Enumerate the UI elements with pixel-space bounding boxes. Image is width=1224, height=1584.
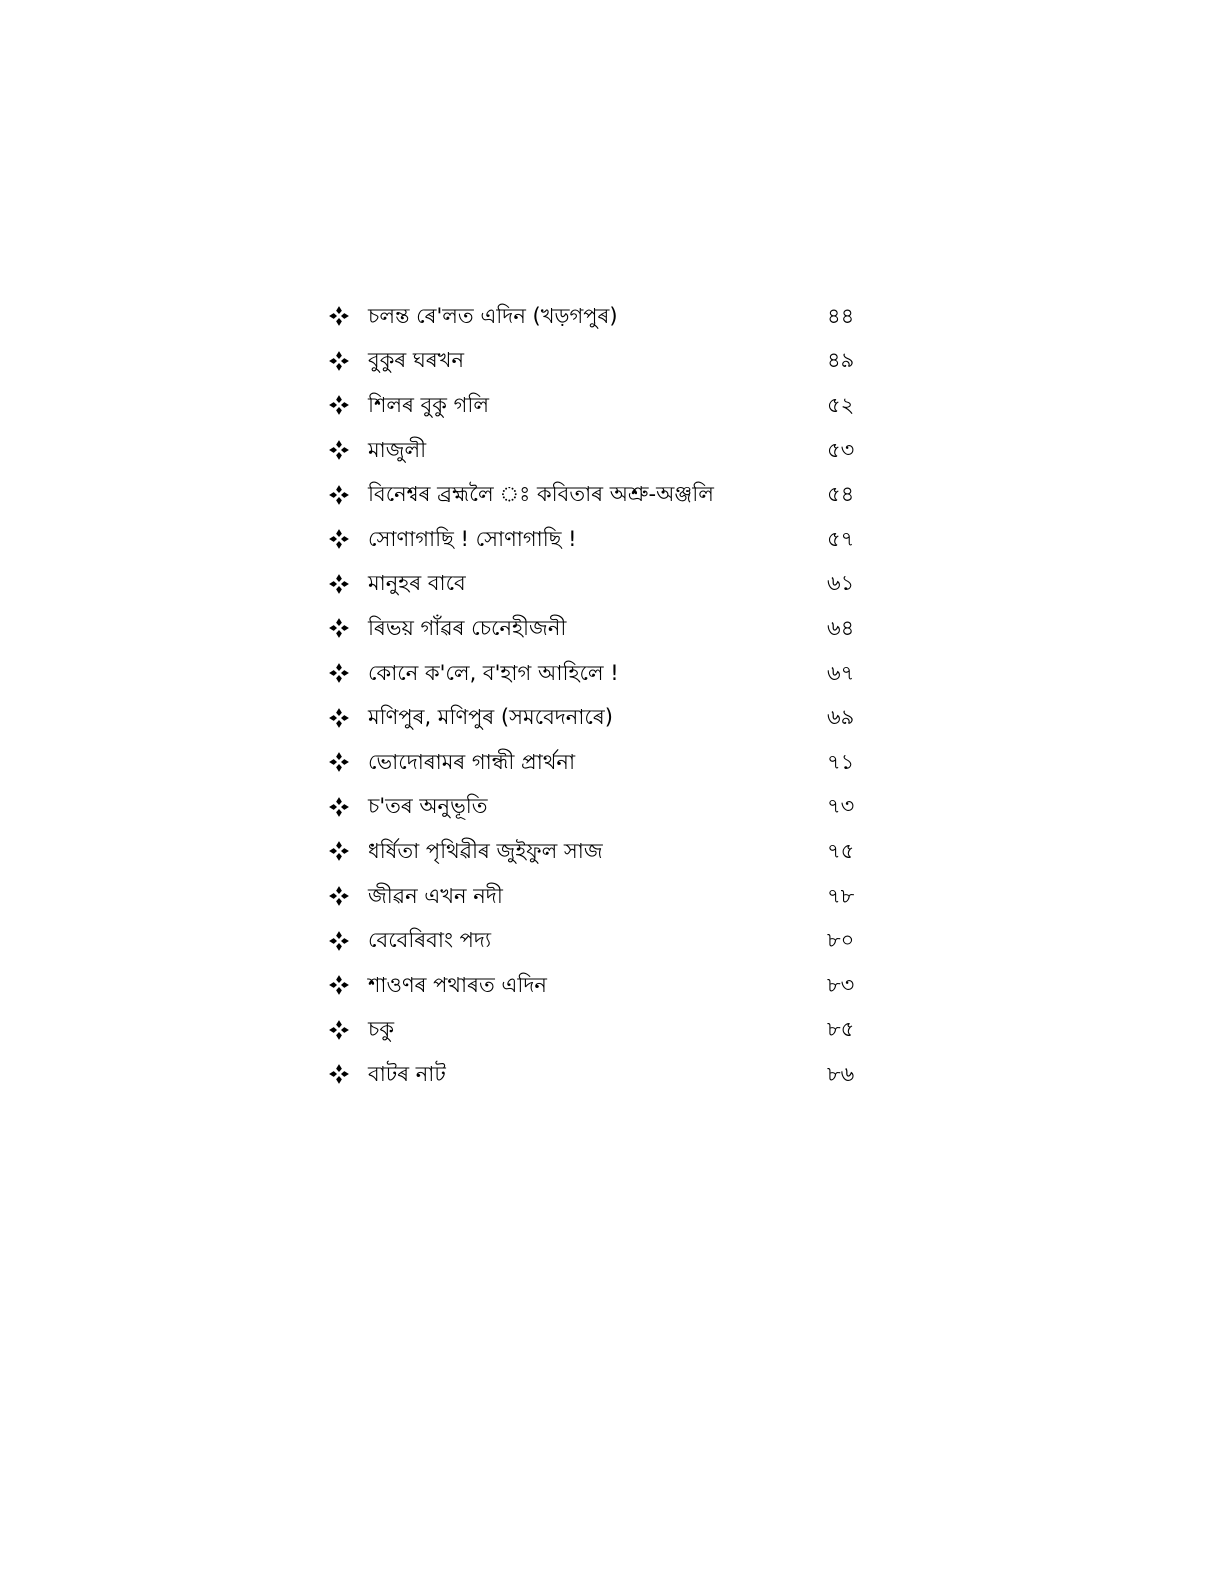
toc-entry: [328, 428, 868, 473]
toc-entry-title: বুকুৰ ঘৰখন: [368, 348, 465, 373]
toc-entry: [328, 339, 868, 384]
toc-entry-page: ৫৩: [827, 437, 855, 462]
diamond-bullet-icon: [328, 484, 350, 506]
toc-entry-page: ৮৬: [827, 1061, 855, 1086]
diamond-bullet-icon: [328, 1019, 350, 1041]
toc-entry: [328, 517, 868, 562]
toc-entry-page: ৮৩: [827, 972, 855, 997]
diamond-bullet-icon: [328, 439, 350, 461]
toc-entry-page: ৬১: [827, 571, 855, 596]
toc-entry: [328, 785, 868, 830]
toc-entry-title: শাওণৰ পথাৰত এদিন: [368, 972, 547, 997]
toc-entry-page: ৭১: [827, 749, 855, 774]
toc-entry: [328, 1008, 868, 1053]
toc-entry-title: বাটৰ নাট: [368, 1061, 446, 1086]
toc-entry: [328, 651, 868, 696]
diamond-bullet-icon: [328, 528, 350, 550]
diamond-bullet-icon: [328, 751, 350, 773]
toc-entry: [328, 472, 868, 517]
toc-entry-page: ৮৫: [827, 1017, 855, 1042]
toc-entry-page: ৭৫: [827, 838, 855, 863]
diamond-bullet-icon: [328, 662, 350, 684]
toc-entry-page: ৭৮: [827, 883, 855, 908]
toc-entry-page: ৫৪: [827, 482, 855, 507]
diamond-bullet-icon: [328, 573, 350, 595]
toc-entry-title: শিলৰ বুকু গলি: [368, 392, 490, 417]
toc-entry: [328, 829, 868, 874]
diamond-bullet-icon: [328, 394, 350, 416]
toc-entry-page: ৬৪: [827, 615, 855, 640]
toc-entry: [328, 874, 868, 919]
toc-entry: [328, 606, 868, 651]
diamond-bullet-icon: [328, 617, 350, 639]
toc-entry-title: মানুহৰ বাবে: [368, 571, 466, 596]
diamond-bullet-icon: [328, 707, 350, 729]
toc-entry: [328, 918, 868, 963]
diamond-bullet-icon: [328, 930, 350, 952]
toc-entry-title: ৰিভয় গাঁৱৰ চেনেহীজনী: [368, 615, 567, 640]
toc-entry-page: ৬৯: [827, 705, 855, 730]
toc-entry: [328, 294, 868, 339]
toc-entry-title: চ'তৰ অনুভূতি: [368, 794, 488, 819]
toc-entry-page: ৬৭: [827, 660, 855, 685]
toc-entry-title: মাজুলী: [368, 437, 427, 462]
toc-entry: [328, 383, 868, 428]
toc-entry-title: মণিপুৰ, মণিপুৰ (সমবেদনাৰে): [368, 705, 613, 730]
toc-entry: [328, 1052, 868, 1097]
diamond-bullet-icon: [328, 840, 350, 862]
toc-entry-title: জীৱন এখন নদী: [368, 883, 503, 908]
toc-entry-page: ৪৪: [827, 303, 855, 328]
toc-entry-title: বিনেশ্বৰ ব্ৰহ্মলৈ ঃ কবিতাৰ অশ্ৰু-অঞ্জলি: [368, 482, 714, 507]
toc-entry-page: ৭৩: [827, 794, 855, 819]
diamond-bullet-icon: [328, 885, 350, 907]
diamond-bullet-icon: [328, 1063, 350, 1085]
diamond-bullet-icon: [328, 974, 350, 996]
diamond-bullet-icon: [328, 305, 350, 327]
toc-entry-title: চলন্ত ৰে'লত এদিন (খড়গপুৰ): [368, 303, 618, 328]
toc-entry: [328, 562, 868, 607]
toc-entry-page: ৫৭: [827, 526, 855, 551]
toc-entry-page: ৮০: [827, 928, 855, 953]
toc-entry: [328, 740, 868, 785]
diamond-bullet-icon: [328, 350, 350, 372]
diamond-bullet-icon: [328, 796, 350, 818]
toc-entry-page: ৪৯: [827, 348, 855, 373]
toc-entry-title: বেবেৰিবাং পদ্য: [368, 928, 492, 953]
toc-entry-title: কোনে ক'লে, ব'হাগ আহিলে !: [368, 660, 619, 685]
toc-entry: [328, 963, 868, 1008]
toc-entry-page: ৫২: [827, 392, 855, 417]
toc-entry: [328, 695, 868, 740]
toc-entry-title: ধৰ্ষিতা পৃথিৱীৰ জুইফুল সাজ: [368, 838, 603, 863]
toc-entry-title: সোণাগাছি ! সোণাগাছি !: [368, 526, 577, 551]
table-of-contents: [328, 294, 868, 1097]
toc-entry-title: চকু: [368, 1017, 395, 1042]
toc-entry-title: ভোদোৰামৰ গান্ধী প্ৰাৰ্থনা: [368, 749, 576, 774]
